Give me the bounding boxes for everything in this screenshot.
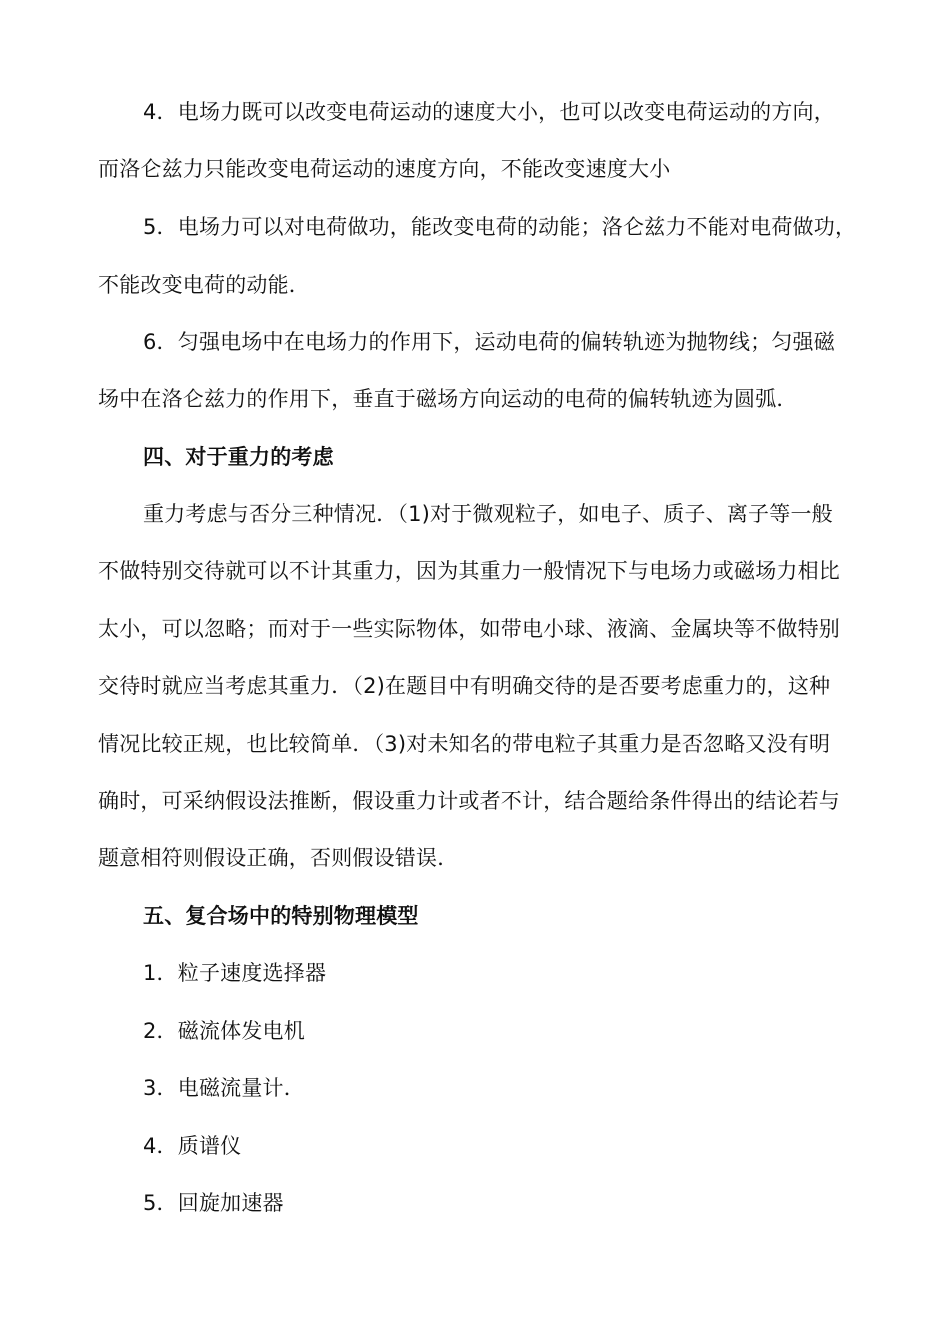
para-line: 太小，可以忽略；而对于一些实际物体，如带电小球、液滴、金属块等不做特别	[98, 617, 840, 641]
para-line: 情况比较正规，也比较简单．（3)对未知名的带电粒子其重力是否忽略又没有明	[98, 732, 831, 756]
para-line: 不做特别交待就可以不计其重力，因为其重力一般情况下与电场力或磁场力相比	[98, 559, 840, 583]
list-item: 5．回旋加速器	[143, 1191, 284, 1215]
para-line: 不能改变电荷的动能．	[98, 273, 310, 297]
section-heading: 四、对于重力的考虑	[143, 445, 334, 469]
list-item: 2．磁流体发电机	[143, 1019, 305, 1043]
list-item: 4．质谱仪	[143, 1134, 242, 1158]
list-item: 3．电磁流量计．	[143, 1076, 305, 1100]
para-line: 而洛仑兹力只能改变电荷运动的速度方向，不能改变速度大小	[98, 157, 671, 181]
para-line: 6．匀强电场中在电场力的作用下，运动电荷的偏转轨迹为抛物线；匀强磁	[143, 330, 835, 354]
para-line: 4．电场力既可以改变电荷运动的速度大小，也可以改变电荷运动的方向，	[143, 100, 835, 124]
para-line: 重力考虑与否分三种情况．（1)对于微观粒子，如电子、质子、离子等一般	[143, 502, 833, 526]
para-line: 5．电场力可以对电荷做功，能改变电荷的动能；洛仑兹力不能对电荷做功，	[143, 215, 857, 239]
list-item: 1．粒子速度选择器	[143, 961, 327, 985]
para-line: 题意相符则假设正确，否则假设错误．	[98, 846, 459, 870]
para-line: 确时，可采纳假设法推断，假设重力计或者不计，结合题给条件得出的结论若与	[98, 789, 840, 813]
section-heading: 五、复合场中的特别物理模型	[143, 904, 419, 928]
para-line: 场中在洛仑兹力的作用下，垂直于磁场方向运动的电荷的偏转轨迹为圆弧．	[98, 387, 798, 411]
para-line: 交待时就应当考虑其重力．（2)在题目中有明确交待的是否要考虑重力的，这种	[98, 674, 831, 698]
